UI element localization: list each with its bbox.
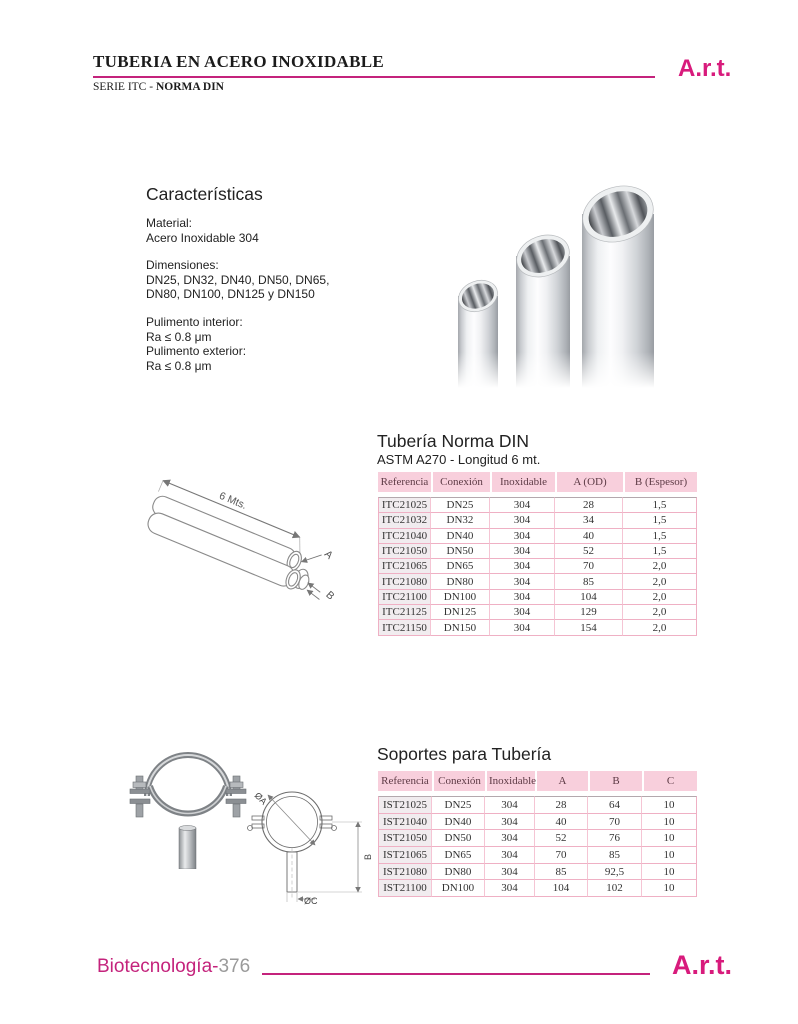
table-cell: 2,0 [623,559,697,574]
table-cell: ITC21080 [378,574,431,589]
footer-rule [262,973,650,975]
characteristics-block [146,216,329,373]
table-cell: IST21100 [378,880,432,897]
clamp-dim-c-label: ØC [304,896,318,905]
table-cell: 10 [642,830,697,847]
table-cell: 85 [535,864,588,881]
polish-exterior-value: Ra ≤ 0.8 μm [146,358,212,373]
column-header: Referencia [378,771,432,796]
table-cell: 104 [535,880,588,897]
page-number: 376 [218,956,251,977]
table-cell: 40 [535,814,588,831]
table-cell: 70 [535,847,588,864]
table-cell: ITC21150 [378,620,431,635]
table-row [378,590,697,605]
table-cell: 70 [588,814,642,831]
footer-brand [97,956,250,978]
clamp-dim-a-label: ØA [252,790,269,807]
norma-label: NORMA DIN [155,81,224,93]
supports-table-header-row [378,771,697,796]
table-cell: 304 [485,830,535,847]
table-cell: 102 [588,880,642,897]
table-row [378,880,697,897]
table-cell: 304 [490,574,555,589]
table-cell: IST21065 [378,847,432,864]
table-cell: ITC21032 [378,513,431,528]
material-label: Material: [146,216,193,230]
column-header: Inoxidable [485,771,535,796]
dimensions-line1: DN25, DN32, DN40, DN50, DN65, [146,272,330,287]
table-cell: DN50 [431,544,490,559]
table-cell: DN125 [431,605,490,620]
series-label: SERIE ITC - [93,81,156,93]
page-title: TUBERIA EN ACERO INOXIDABLE [93,52,385,71]
table-cell: 304 [485,864,535,881]
table-cell: 1,5 [623,529,697,544]
table-cell: 85 [588,847,642,864]
table-cell: DN80 [431,574,490,589]
table-cell: 304 [490,497,555,513]
table-row [378,544,697,559]
column-header: Referencia [378,472,431,497]
table-cell: 304 [490,590,555,605]
dim-a-label: A [321,548,336,562]
table-cell: 10 [642,847,697,864]
column-header: Conexión [431,472,490,497]
table-row [378,497,697,513]
table-cell: DN150 [431,620,490,635]
table-cell: 2,0 [623,620,697,635]
column-header: A [535,771,588,796]
table-cell: IST21025 [378,796,432,814]
table-cell: 52 [535,830,588,847]
table-cell: 10 [642,796,697,814]
table-row [378,574,697,589]
supports-section-title: Soportes para Tubería [377,744,552,764]
polish-exterior-label: Pulimento exterior: [146,344,247,359]
column-header: Conexión [432,771,485,796]
table-cell: DN25 [431,497,490,513]
polish-interior-label: Pulimento interior: [146,314,243,329]
table-cell: 304 [490,620,555,635]
table-cell: 304 [490,559,555,574]
table-cell: 304 [490,544,555,559]
table-cell: 304 [485,796,535,814]
material-value: Acero Inoxidable 304 [146,230,259,245]
table-row [378,864,697,881]
table-cell: 304 [485,880,535,897]
polish-interior-value: Ra ≤ 0.8 μm [146,329,212,344]
table-cell: 2,0 [623,574,697,589]
brand-logo-bottom: A.r.t. [672,950,733,980]
table-cell: 34 [555,513,623,528]
table-cell: 52 [555,544,623,559]
table-cell: 92,5 [588,864,642,881]
clamp-dim-b-label: B [363,853,373,860]
din-table-header-row [378,472,697,497]
table-cell: 28 [555,497,623,513]
table-cell: 76 [588,830,642,847]
table-row [378,559,697,574]
dim-b-label: B [323,588,337,603]
table-cell: 304 [490,513,555,528]
length-dimension-label: 6 Mts. [217,489,249,512]
table-cell: DN25 [432,796,485,814]
table-cell: ITC21125 [378,605,431,620]
table-cell: DN50 [432,830,485,847]
table-cell: 1,5 [623,544,697,559]
table-cell: 10 [642,880,697,897]
footer-brand-text: Biotecnología- [97,956,219,977]
table-row [378,529,697,544]
tube-bundle-diagram [138,464,370,604]
table-cell: 304 [490,529,555,544]
table-cell: DN40 [432,814,485,831]
table-cell: ITC21040 [378,529,431,544]
din-section-subtitle: ASTM A270 - Longitud 6 mt. [377,452,541,467]
table-row [378,513,697,528]
table-cell: DN32 [431,513,490,528]
table-cell: ITC21100 [378,590,431,605]
column-header: B [588,771,642,796]
table-cell: ITC21050 [378,544,431,559]
table-cell: IST21050 [378,830,432,847]
table-cell: 85 [555,574,623,589]
table-cell: 2,0 [623,605,697,620]
table-cell: DN65 [432,847,485,864]
table-row [378,830,697,847]
column-header: C [642,771,697,796]
table-row [378,605,697,620]
table-cell: 70 [555,559,623,574]
table-cell: 40 [555,529,623,544]
tubes-photo [438,184,670,388]
table-cell: 304 [485,847,535,864]
table-row [378,620,697,635]
table-cell: DN100 [431,590,490,605]
column-header: Inoxidable [490,472,555,497]
supports-table [378,771,697,897]
column-header: B (Espesor) [623,472,697,497]
table-cell: 104 [555,590,623,605]
dimensions-label: Dimensiones: [146,258,219,273]
table-cell: 129 [555,605,623,620]
page-subtitle [93,81,224,93]
table-cell: 10 [642,864,697,881]
table-cell: IST21040 [378,814,432,831]
table-cell: 304 [485,814,535,831]
table-row [378,814,697,831]
din-table [378,472,697,636]
table-cell: 28 [535,796,588,814]
characteristics-title: Características [146,184,263,204]
table-cell: 1,5 [623,513,697,528]
brand-logo-top: A.r.t. [678,55,732,82]
table-cell: DN40 [431,529,490,544]
table-row [378,847,697,864]
clamp-dimension-diagram [240,780,375,905]
table-cell: DN100 [432,880,485,897]
table-cell: 1,5 [623,497,697,513]
header-rule [93,76,655,78]
table-cell: 154 [555,620,623,635]
table-cell: 2,0 [623,590,697,605]
table-cell: ITC21065 [378,559,431,574]
dimensions-line2: DN80, DN100, DN125 y DN150 [146,287,315,302]
table-cell: ITC21025 [378,497,431,513]
column-header: A (OD) [555,472,623,497]
table-cell: DN80 [432,864,485,881]
table-cell: IST21080 [378,864,432,881]
table-cell: 304 [490,605,555,620]
table-cell: 64 [588,796,642,814]
table-cell: 10 [642,814,697,831]
din-section-title: Tubería Norma DIN [377,431,530,451]
table-cell: DN65 [431,559,490,574]
table-row [378,796,697,814]
